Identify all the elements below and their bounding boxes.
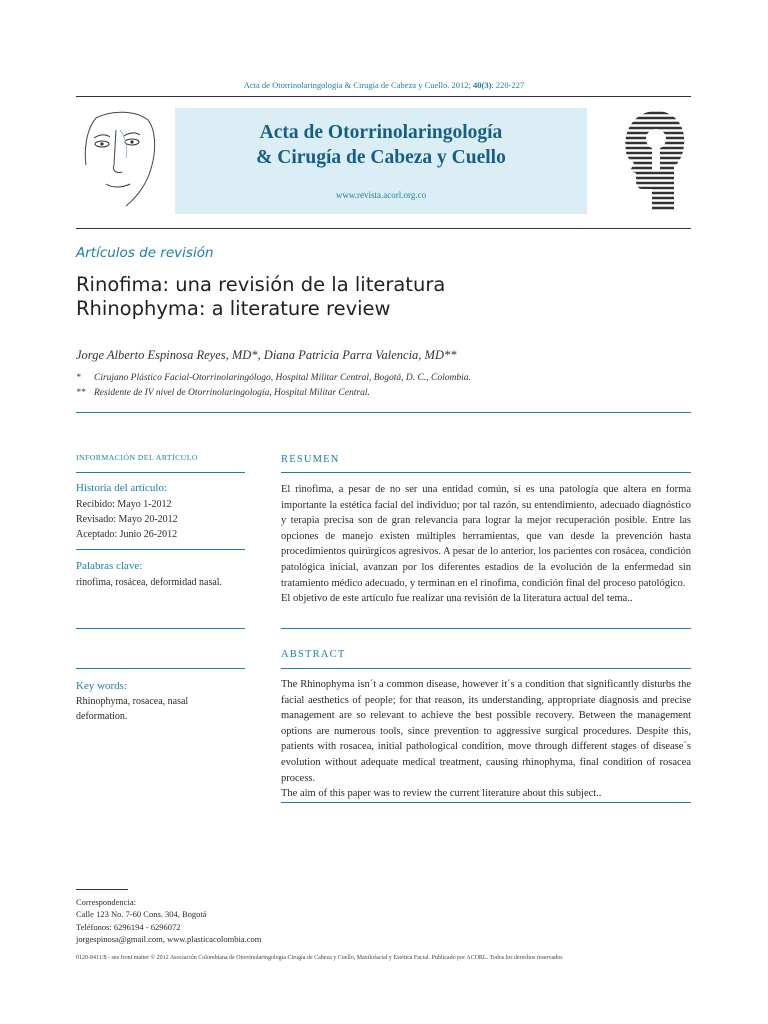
section-label: Artículos de revisión <box>76 245 214 261</box>
journal-title <box>175 120 587 170</box>
journal-citation <box>0 80 768 90</box>
keywords-es-label: Palabras clave: <box>76 560 143 572</box>
keywords-es: rinofima, rosácea, deformidad nasal. <box>76 577 223 588</box>
abstract-text <box>281 677 691 802</box>
authors: Jorge Alberto Espinosa Reyes, MD*, Diana Patricia Parra Valencia, MD** <box>76 348 457 362</box>
info-rule <box>76 472 245 473</box>
heading-rule <box>76 412 691 413</box>
face-icon <box>76 110 166 210</box>
affiliation-1 <box>76 373 471 383</box>
correspondence-label: Correspondencia: <box>76 897 136 907</box>
abstract-paragraph: The Rhinophyma isn´t a common disease, however it´s a condition that significantly disturbs the facial aesthetics of people; for that reason, its understanding, appropriate diagnosis and precise management are so relevant to achieve the best possible recovery. Between the management options are numerous tools, since prevention to aggressive surgical procedures. Despite this, patients with rosacea, initial pathological condition, move through different stages of disease´s evolution without adequate medical treatment, causing rhinophyma, final condition of rosacea process. <box>281 679 691 784</box>
keywords-en-line: deformation. <box>76 711 128 722</box>
journal-url[interactable]: www.revista.acorl.org.co <box>335 190 427 200</box>
correspondence-phones: Teléfonos: 6296194 - 6296072 <box>76 921 181 932</box>
face-illustration <box>76 110 166 210</box>
keywords-en-top-rule <box>76 668 245 669</box>
resumen-rule <box>281 472 691 473</box>
resumen-paragraph: El objetivo de este artículo fue realizar una revisión de la literatura actual del tema.. <box>281 593 633 605</box>
history-accepted: Aceptado: Junio 26-2012 <box>76 529 178 540</box>
keywords-en <box>76 694 188 724</box>
journal-title-line1: Acta de Otorrinolaringología <box>259 122 503 143</box>
abstract-end-rule <box>281 802 691 803</box>
journal-logo <box>612 107 690 213</box>
history-received: Recibido: Mayo 1-2012 <box>76 499 172 510</box>
copyright-footer: 0120-8411/$ - see front matter © 2012 Asociación Colombiana de Otorrinolaringología Cirugía de Cabeza y Cuello, Maxilofacial y Estética Facial. Publicado por ACORL. Todos los derechos reservados <box>76 955 563 961</box>
footnote-rule <box>76 889 128 890</box>
article-info-heading: INFORMACIÓN DEL ARTÍCULO <box>76 453 198 462</box>
history-label: Historia del artículo: <box>76 482 168 494</box>
correspondence-email-web[interactable]: jorgespinosa@gmail.com, www.plasticacolombia.com <box>76 934 262 945</box>
keywords-en-line: Rhinophyma, rosacea, nasal <box>76 696 189 707</box>
affiliation-mark: ** <box>76 388 86 398</box>
striped-head-logo-icon <box>612 107 690 213</box>
citation-volume: 40(3) <box>472 80 492 90</box>
keywords-es-rule <box>76 628 245 629</box>
abstract-rule <box>281 668 691 669</box>
abstract-heading: ABSTRACT <box>281 649 346 660</box>
history-revised: Revisado: Mayo 20-2012 <box>76 514 178 525</box>
article-title-es: Rinofima: una revisión de la literatura <box>76 273 446 296</box>
affiliation-text: Cirujano Plástico Facial-Otorrinolaringólogo, Hospital Militar Central, Bogotá, D. C., Colombia. <box>94 373 471 383</box>
correspondence <box>76 896 261 946</box>
journal-title-line2: & Cirugía de Cabeza y Cuello <box>256 147 506 168</box>
resumen-heading: RESUMEN <box>281 454 340 465</box>
affiliation-text: Residente de IV nivel de Otorrinolaringología, Hospital Militar Central. <box>94 388 370 398</box>
correspondence-address: Calle 123 No. 7-60 Cons. 304, Bogotá <box>76 909 207 920</box>
resumen-text <box>281 482 691 607</box>
abstract-paragraph: The aim of this paper was to review the current literature about this subject.. <box>281 788 602 800</box>
affiliation-mark: * <box>76 373 81 383</box>
citation-pages: : 220-227 <box>491 80 525 90</box>
keywords-en-label: Key words: <box>76 680 128 692</box>
header-rule <box>76 96 691 97</box>
resumen-end-rule <box>281 628 691 629</box>
article-title-en: Rhinophyma: a literature review <box>76 297 391 320</box>
affiliation-2 <box>76 388 370 398</box>
history-list <box>76 497 178 542</box>
resumen-paragraph: El rinofima, a pesar de no ser una entidad común, sí es una patología que altera en forma importante la estética facial del individuo; por tal razón, su entendimiento, adecuado diagnóstico y terapia precisa son de gran relevancia para lograr la mejor recuperación posible. Entre las opciones de manejo existen múltiples herramientas, que van desde la prevención hasta procedimientos quirúrgicos agresivos. A pesar de lo anterior, los pacientes con rosácea, condición patológica inicial, avanzan por los diferentes estadios de la evolución de la enfermedad sin tratamiento médico adecuado, y terminan en el rinofima, condición final del proceso patológico. <box>281 484 691 589</box>
history-rule <box>76 549 245 550</box>
citation-prefix: Acta de Otorrinolaringología & Cirugía de Cabeza y Cuello. 2012; <box>243 80 473 90</box>
journal-banner <box>175 108 587 214</box>
banner-rule <box>76 228 691 229</box>
